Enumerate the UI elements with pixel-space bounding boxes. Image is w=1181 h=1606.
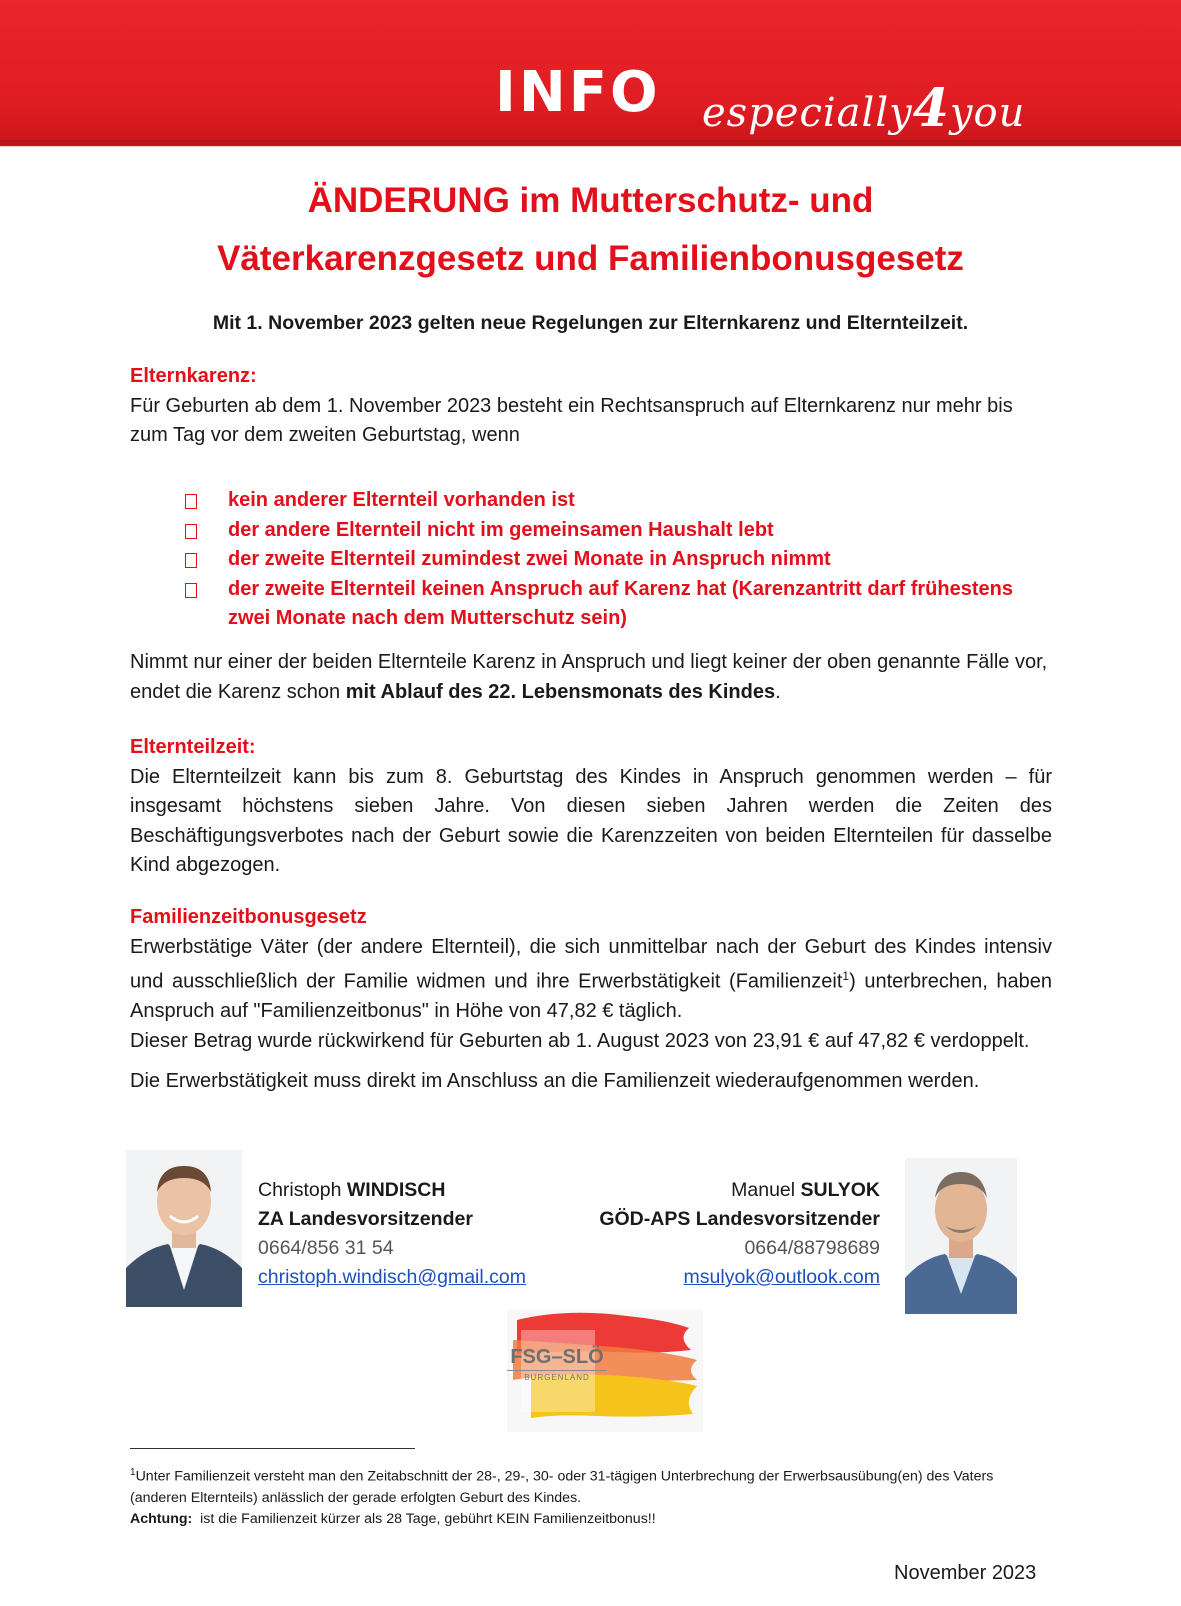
contact-email-link[interactable]: msulyok@outlook.com <box>683 1266 880 1288</box>
elternkarenz-closing <box>130 648 1052 707</box>
bullet-text: der andere Elternteil nicht im gemeinsamen Haushalt lebt <box>228 518 774 541</box>
familienzeit-text: Erwerbstätige Väter (der andere Elternteil), die sich unmittelbar nach der Geburt des Kindes intensiv und ausschließlich der Familie widmen und ihre Erwerbstätigkeit (Familienzeit <box>130 935 1052 993</box>
contact-phone: 0664/856 31 54 <box>258 1237 394 1259</box>
closing-bold-text: mit Ablauf des 22. Lebensmonats des Kindes <box>345 680 776 703</box>
section-heading-elternteilzeit: Elternteilzeit: <box>130 736 256 758</box>
footnote-warning-text: ist die Familienzeit kürzer als 28 Tage, gebührt KEIN Familienzeitbonus!! <box>192 1510 656 1527</box>
contact-sulyok <box>560 1176 880 1292</box>
brand-tag-number: 4 <box>912 78 950 139</box>
contact-name <box>560 1176 880 1205</box>
closing-period: . <box>775 680 781 703</box>
familienzeit-paragraph-1 <box>130 933 1052 1027</box>
section-familienzeitbonus <box>130 903 1052 1097</box>
checkbox-bullet-icon <box>185 524 197 539</box>
person-photo-icon <box>126 1150 242 1307</box>
title-line-1: ÄNDERUNG im Mutterschutz- und <box>307 181 874 220</box>
section-heading-familienzeitbonus: Familienzeitbonusgesetz <box>130 906 367 928</box>
contact-role: GÖD-APS Landesvorsitzender <box>599 1208 880 1230</box>
familienzeit-paragraph-3: Die Erwerbstätigkeit muss direkt im Anschluss an die Familienzeit wiederaufgenommen werden. <box>130 1070 980 1093</box>
last-name: SULYOK <box>800 1179 880 1201</box>
section-elternkarenz <box>130 362 1052 451</box>
brand-tag-word1: especially <box>702 90 913 136</box>
closing-text: Nimmt nur einer der beiden Elternteile Karenz in Anspruch und liegt keiner der oben genannte Fälle vor, endet die Karenz schon <box>130 651 1048 703</box>
avatar-christoph-windisch <box>126 1150 242 1307</box>
list-item <box>185 486 1055 516</box>
footnote <box>130 1462 1052 1530</box>
section-heading-elternkarenz: Elternkarenz: <box>130 365 257 387</box>
list-item <box>185 545 1055 575</box>
avatar-manuel-sulyok <box>905 1158 1017 1314</box>
logo-text: FSG–SLÖ <box>510 1346 604 1368</box>
checkbox-bullet-icon <box>185 494 197 509</box>
first-name: Christoph <box>258 1179 342 1201</box>
fsg-slo-logo <box>507 1310 703 1432</box>
brand-tagline <box>702 78 1025 139</box>
contact-email-link[interactable]: christoph.windisch@gmail.com <box>258 1266 526 1288</box>
brand-info: INFO <box>495 60 661 125</box>
logo-divider <box>507 1370 607 1371</box>
title-line-2: Väterkarenzgesetz und Familienbonusgesetz <box>217 239 964 278</box>
contact-phone: 0664/88798689 <box>744 1237 880 1259</box>
footnote-ref: 1 <box>842 969 850 983</box>
contact-windisch <box>258 1176 526 1292</box>
footnote-warning-label: Achtung: <box>130 1510 193 1527</box>
list-item <box>185 575 1055 634</box>
logo-subtext: BURGENLAND <box>524 1373 590 1382</box>
checkbox-bullet-icon <box>185 553 197 568</box>
banner-shadow <box>0 140 1181 148</box>
page-subtitle: Mit 1. November 2023 gelten neue Regelungen zur Elternkarenz und Elternteilzeit. <box>212 312 969 334</box>
contact-name <box>258 1176 526 1205</box>
footnote-text: Unter Familienzeit versteht man den Zeitabschnitt der 28-, 29-, 30- oder 31-tägigen Unterbrechung der Erwerbsausübung(en) des Vaters (anderen Elternteils) anlässlich der gerade erfolgten Geburt des Kindes. <box>130 1468 994 1506</box>
bullet-text: der zweite Elternteil keinen Anspruch auf Karenz hat (Karenzantritt darf frühestens zwei Monate nach dem Mutterschutz sein) <box>228 577 1013 629</box>
familienzeit-paragraph-2: Dieser Betrag wurde rückwirkend für Geburten ab 1. August 2023 von 23,91 € auf 47,82 € verdoppelt. <box>130 1029 1030 1052</box>
elternkarenz-intro: Für Geburten ab dem 1. November 2023 besteht ein Rechtsanspruch auf Elternkarenz nur mehr bis zum Tag vor dem zweiten Geburtstag, wenn <box>130 394 1013 446</box>
elternteilzeit-text: Die Elternteilzeit kann bis zum 8. Geburtstag des Kindes in Anspruch genommen werden – für insgesamt höchstens sieben Jahre. Von diesen sieben Jahren werden die Zeiten des Beschäftigungsverbotes nach der Geburt sowie die Karenzzeiten von beiden Elternteilen für dasselbe Kind abgezogen. <box>130 765 1052 876</box>
list-item <box>185 516 1055 546</box>
document-date: November 2023 <box>894 1562 1037 1584</box>
bullet-text: der zweite Elternteil zumindest zwei Monate in Anspruch nimmt <box>228 548 831 570</box>
contact-role: ZA Landesvorsitzender <box>258 1208 473 1230</box>
page-title <box>0 172 1181 288</box>
familienzeit-text-cont: ) unterbrechen, haben Anspruch auf "Familienzeitbonus" in Höhe von 47,82 € täglich. <box>130 970 1053 1023</box>
footnote-marker: 1 <box>130 1467 136 1478</box>
elternkarenz-bullet-list <box>185 486 1055 634</box>
section-elternteilzeit <box>130 733 1052 881</box>
person-photo-icon <box>905 1158 1017 1314</box>
last-name: WINDISCH <box>346 1179 446 1201</box>
footnote-divider <box>130 1448 415 1449</box>
brush-logo-icon <box>507 1310 703 1432</box>
first-name: Manuel <box>731 1179 796 1201</box>
bullet-text: kein anderer Elternteil vorhanden ist <box>228 489 575 511</box>
checkbox-bullet-icon <box>185 583 197 598</box>
brand-tag-word2: you <box>949 90 1026 136</box>
